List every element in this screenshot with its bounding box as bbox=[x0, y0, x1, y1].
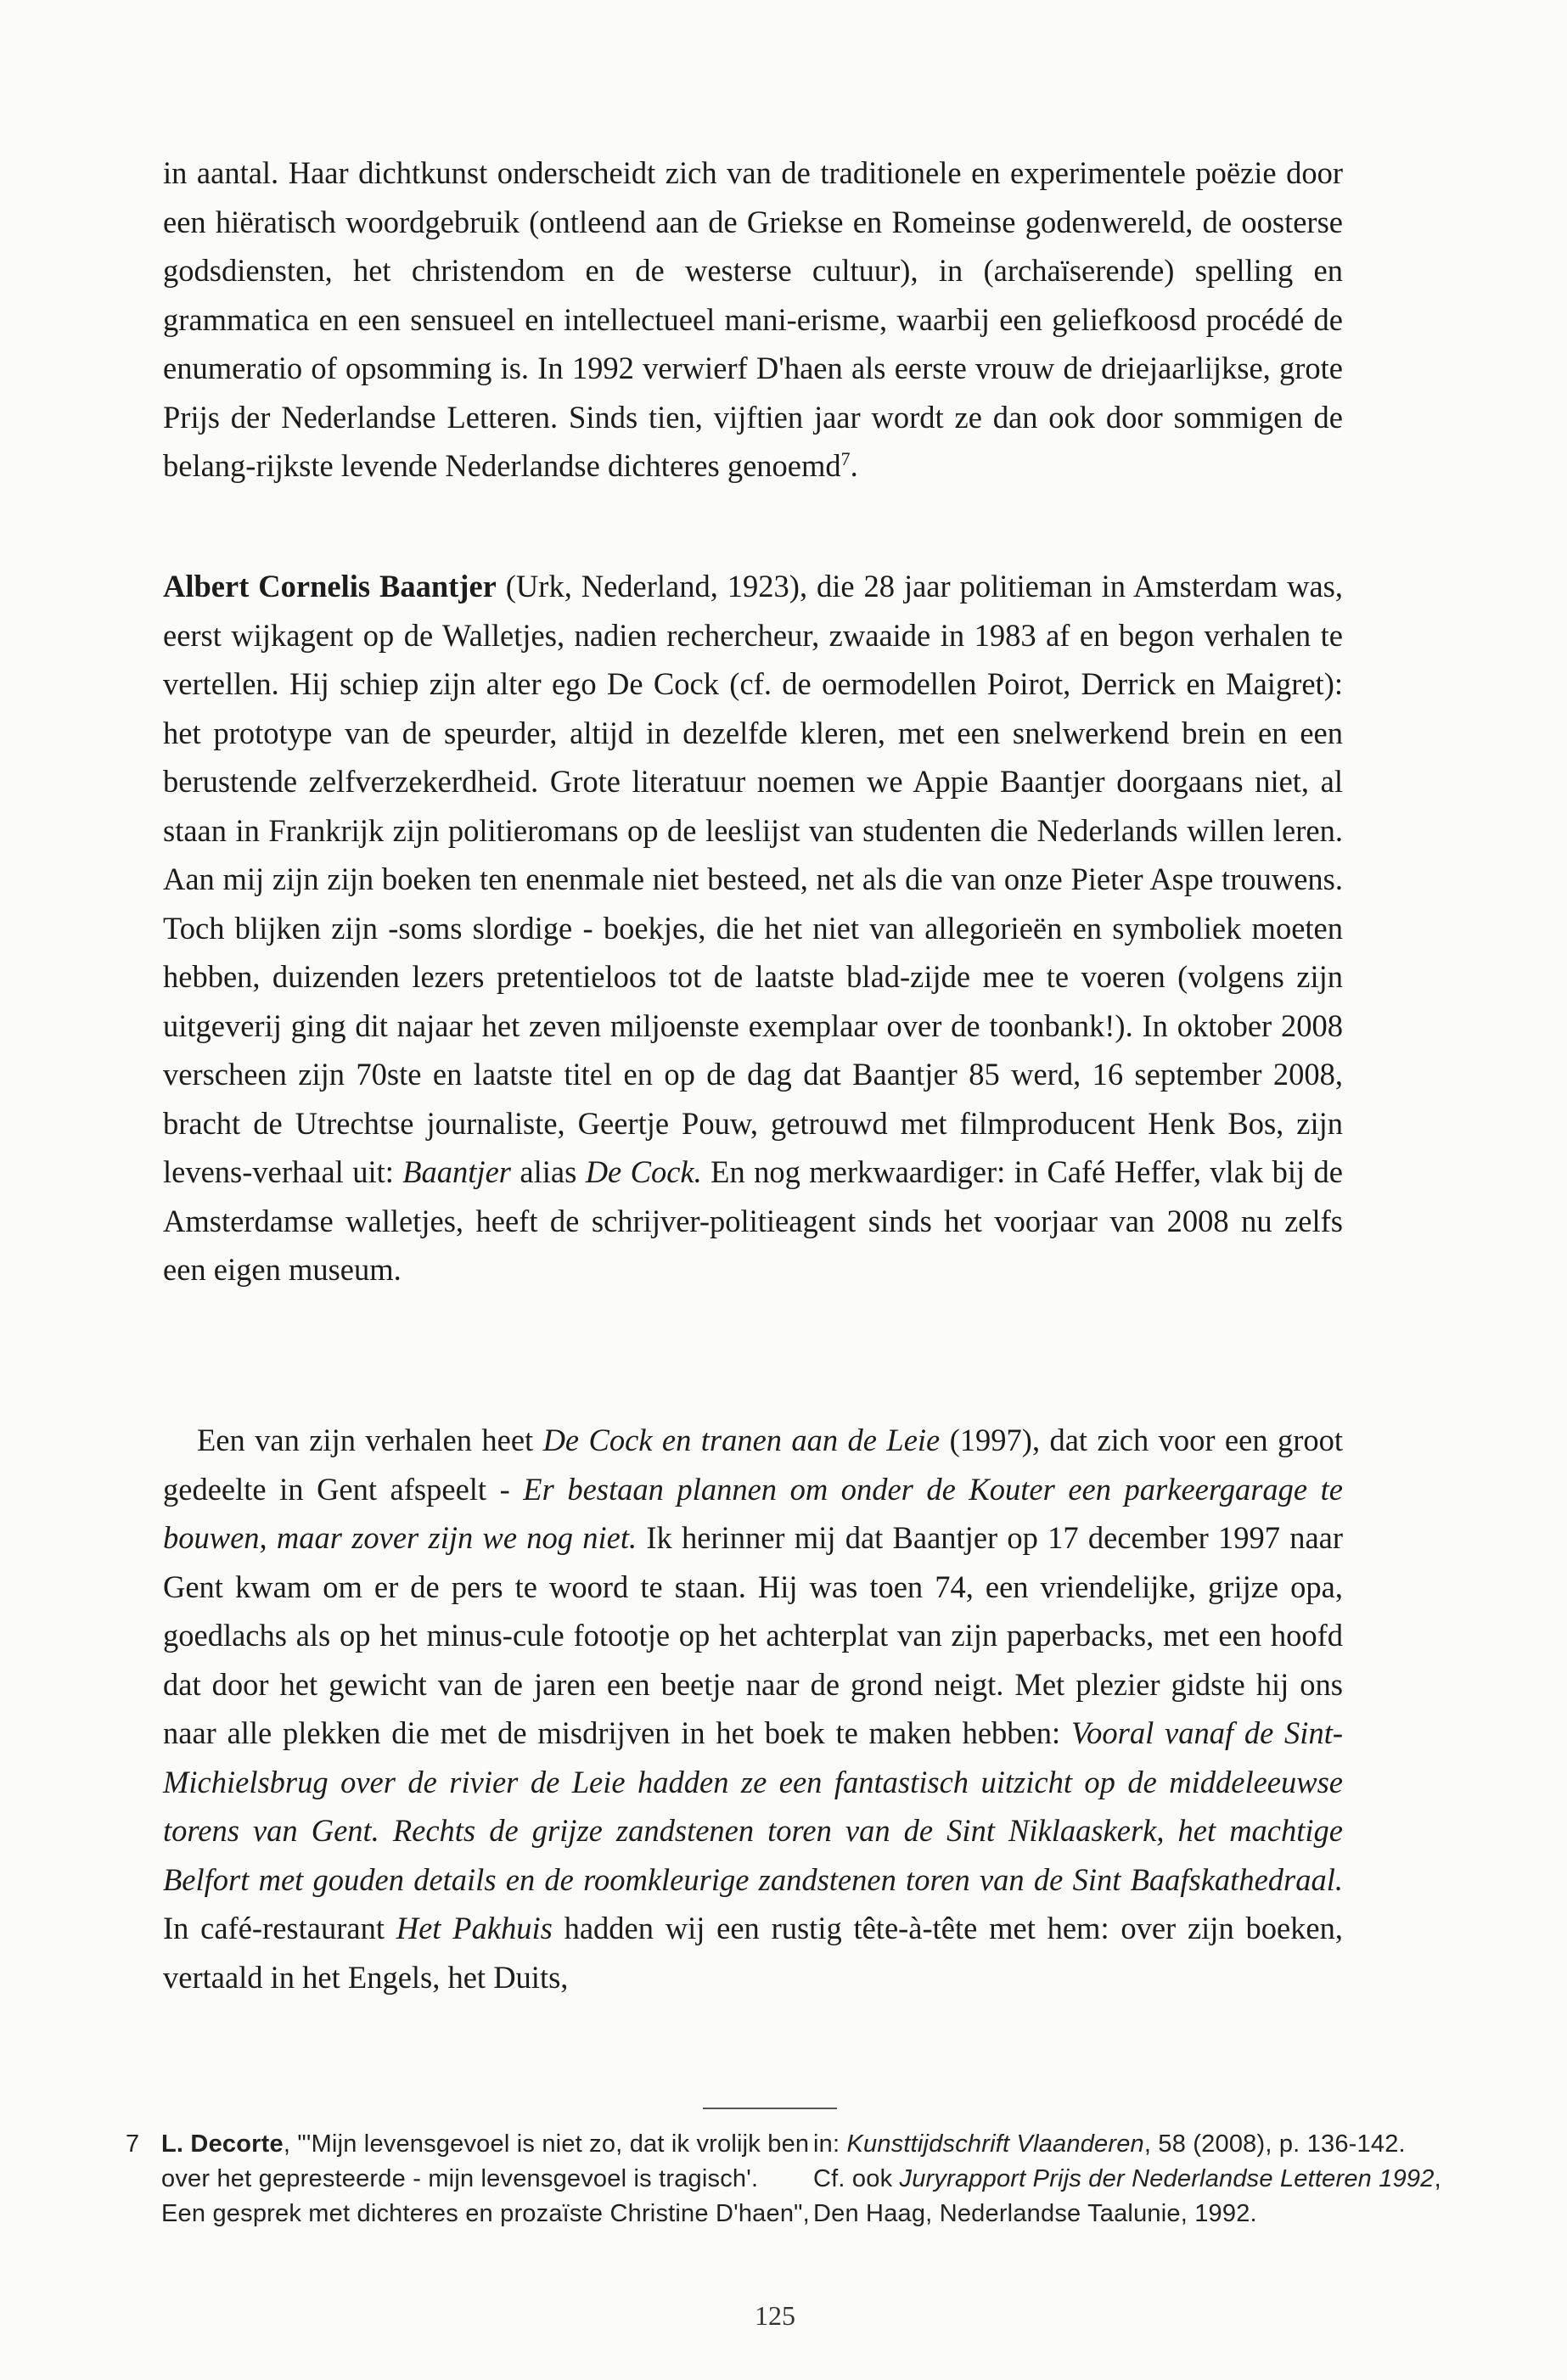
footnote-line: Een gesprek met dichteres en prozaïste Christine D'haen", bbox=[161, 2200, 810, 2227]
page-number: 125 bbox=[755, 2300, 795, 2331]
footnote-line: in: Kunsttijdschrift Vlaanderen, 58 (2008), p. 136-142. bbox=[813, 2130, 1406, 2158]
footnote-author: L. Decorte bbox=[161, 2130, 284, 2158]
footnote-right-column bbox=[813, 2127, 1492, 2231]
footnote-line: Den Haag, Nederlandse Taalunie, 1992. bbox=[813, 2200, 1257, 2227]
paragraph-dhaen: in aantal. Haar dichtkunst onderscheidt zich van de traditionele en experimentele poëzie door een hiëratisch woordgebruik (ontleend aan de Griekse en Romeinse godenwereld, de oosterse godsdiensten, het christendom en de westerse cultuur), in (archaïserende) spelling en grammatica en een sensueel en intellectueel mani-erisme, waarbij een geliefkoosd procédé de enumeratio of opsomming is. In 1992 verwierf D'haen als eerste vrouw de driejaarlijkse, grote Prijs der Nederlandse Letteren. Sinds tien, vijftien jaar wordt ze dan ook door sommigen de belang-rijkste levende Nederlandse dichteres genoemd$^7$. bbox=[163, 155, 1343, 483]
footnote-left-column bbox=[126, 2127, 810, 2231]
footnote-line: 7 L. Decorte, "'Mijn levensgevoel is niet zo, dat ik vrolijk ben bbox=[126, 2127, 771, 2162]
quote: Vooral vanaf de Sint-Michielsbrug over de rivier de Leie hadden ze een fantastisch uitzicht op de middeleeuwse torens van Gent. Rechts de grijze zandstenen toren van de Sint Niklaaskerk, het machtige Belfort met gouden details en de roomkleurige zandstenen toren van de Sint Baafskathedraal. bbox=[163, 1715, 1343, 1897]
book-title: De Cock en tranen aan de Leie bbox=[542, 1423, 941, 1457]
author-name: Albert Cornelis Baantjer bbox=[163, 569, 497, 603]
footnote-ref[interactable]: 7 bbox=[840, 447, 851, 469]
quote: Er bestaan plannen om onder de Kouter een parkeergarage te bouwen, maar zover zijn we nog niet. bbox=[163, 1471, 1343, 1555]
footnote-line: Cf. ook Juryrapport Prijs der Nederlandse Letteren 1992, bbox=[813, 2165, 1441, 2192]
footnote-divider bbox=[703, 2108, 837, 2109]
footnote-number: 7 bbox=[126, 2130, 140, 2158]
paragraph-baantjer: Albert Cornelis Baantjer (Urk, Nederland, 1923), die 28 jaar politieman in Amsterdam was, eerst wijkagent op de Walletjes, nadien rechercheur, zwaaide in 1983 af en begon verhalen te vertellen. Hij schiep zijn alter ego De Cock (cf. de oermodellen Poirot, Derrick en Maigret): het prototype van de speurder, altijd in dezelfde kleren, met een snelwerkend brein en een berustende zelfverzekerdheid. Grote literatuur noemen we Appie Baantjer doorgaans niet, al staan in Frankrijk zijn politieromans op de leeslijst van studenten die Nederlands willen leren. Aan mij zijn zijn boeken ten enenmale niet besteed, net als die van onze Pieter Aspe trouwens. Toch blijken zijn -soms slordige - boekjes, die het niet van allegorieën en symboliek moeten hebben, duizenden lezers pretentieloos tot de laatste blad-zijde mee te voeren (volgens zijn uitgeverij ging dit najaar het zeven miljoenste exemplaar over de toonbank!). In oktober 2008 verscheen zijn 70ste en laatste titel en op de dag dat Baantjer 85 werd, 16 september 2008, bracht de Utrechtse journaliste, Geertje Pouw, getrouwd met filmproducent Henk Bos, zijn levens-verhaal uit: Baantjer alias De Cock. En nog merkwaardiger: in Café Heffer, vlak bij de Amsterdamse walletjes, heeft de schrijver-politieagent sinds het voorjaar van 2008 nu zelfs een eigen museum. bbox=[163, 569, 1343, 1287]
paragraph-de-cock-gent: Een van zijn verhalen heet De Cock en tranen aan de Leie (1997), dat zich voor een groot gedeelte in Gent afspeelt - Er bestaan plannen om onder de Kouter een parkeergarage te bouwen, maar zover zijn we nog niet. Ik herinner mij dat Baantjer op 17 december 1997 naar Gent kwam om er de pers te woord te staan. Hij was toen 74, een vriendelijke, grijze opa, goedlachs als op het minus-cule fotootje op het achterplat van zijn paperbacks, met een hoofd dat door het gewicht van de jaren een beetje naar de grond neigt. Met plezier gidste hij ons naar alle plekken die met de misdrijven in het boek te maken hebben: Vooral vanaf de Sint-Michielsbrug over de rivier de Leie hadden ze een fantastisch uitzicht op de middeleeuwse torens van Gent. Rechts de grijze zandstenen toren van de Sint Niklaaskerk, het machtige Belfort met gouden details en de roomkleurige zandstenen toren van de Sint Baafskathedraal. In café-restaurant Het Pakhuis hadden wij een rustig tête-à-tête met hem: over zijn boeken, vertaald in het Engels, het Duits, bbox=[163, 1423, 1344, 1995]
footnote-line: over het gepresteerde - mijn levensgevoel is tragisch'. bbox=[161, 2165, 759, 2192]
